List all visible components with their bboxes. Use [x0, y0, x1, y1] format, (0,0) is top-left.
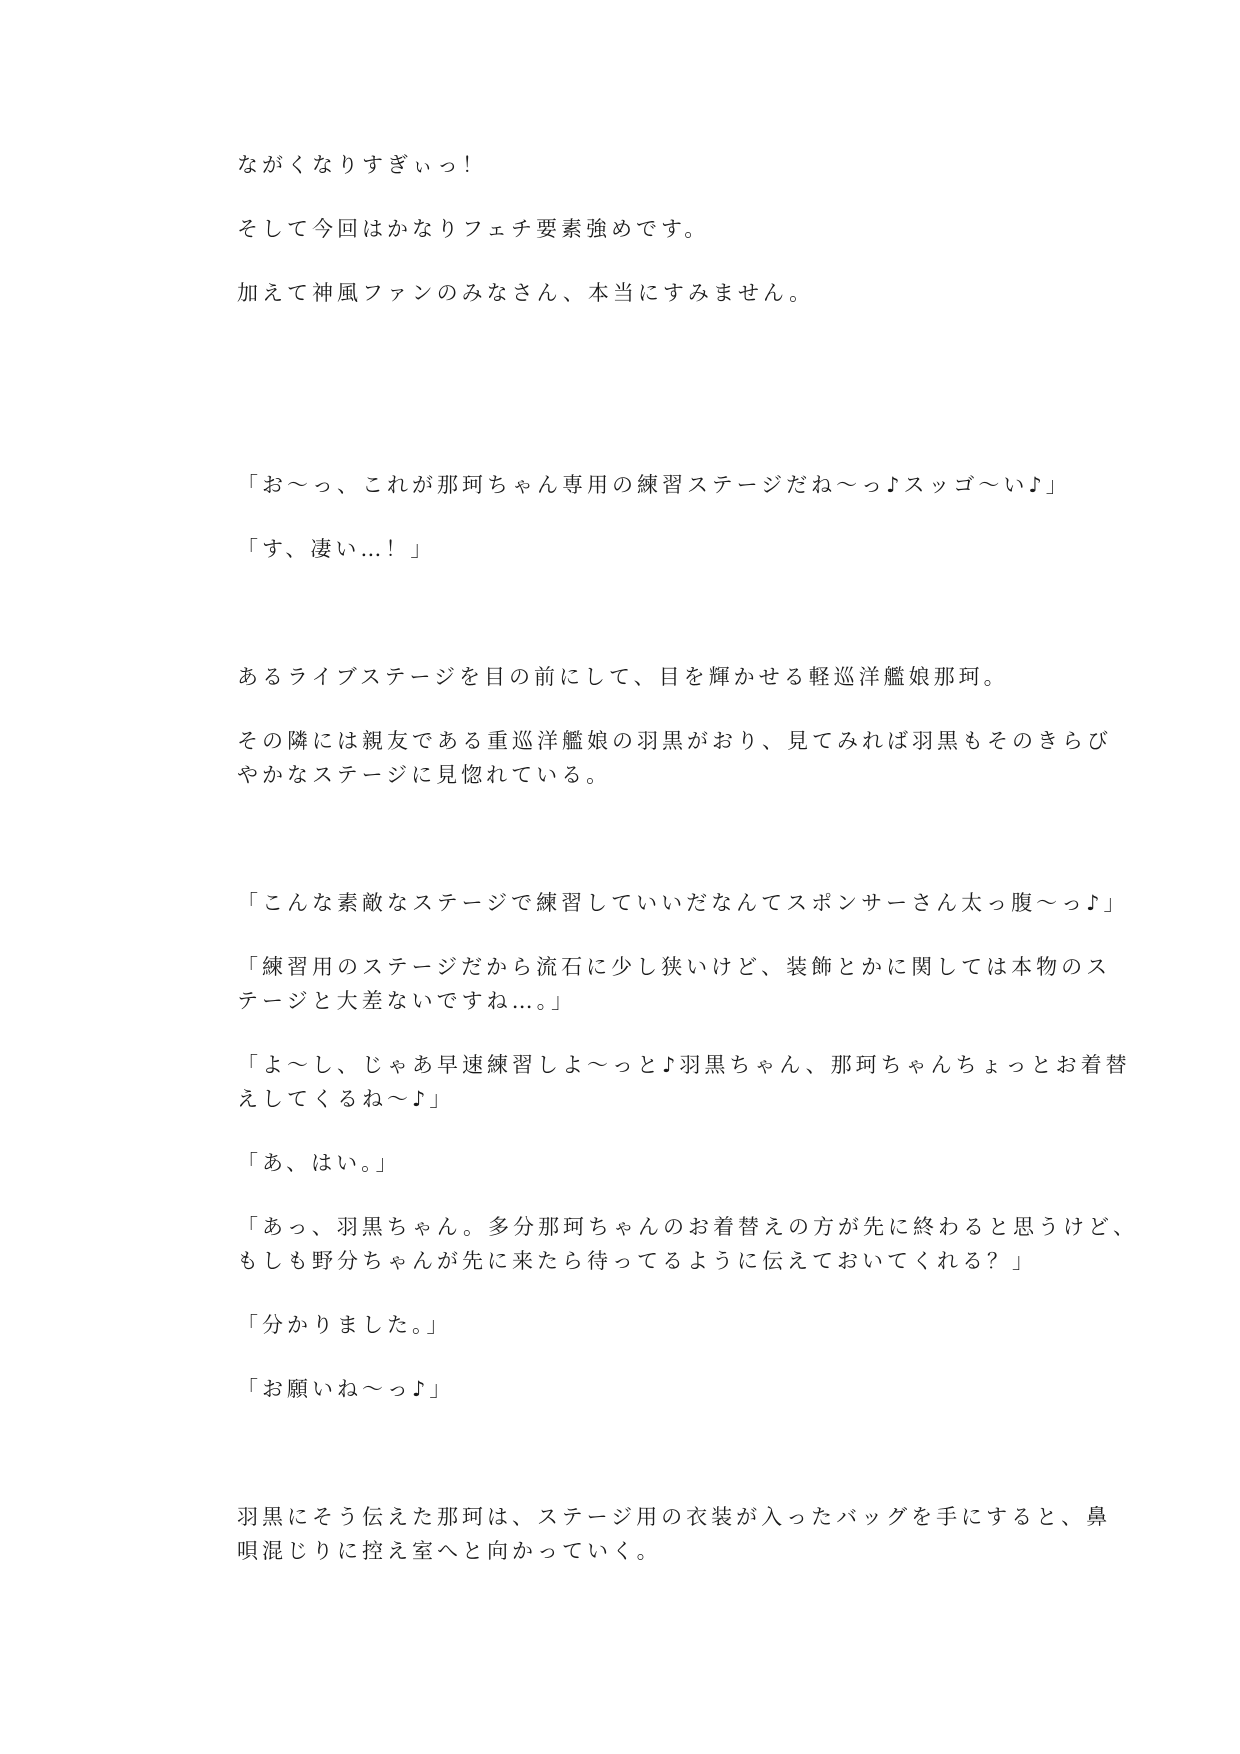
text-line: えしてくるね～♪」	[237, 1087, 455, 1111]
text-line: 「お～っ、これが那珂ちゃん専用の練習ステージだね～っ♪スッゴ～い♪」	[237, 473, 1071, 497]
text-line: もしも野分ちゃんが先に来たら待ってるように伝えておいてくれる？」	[237, 1249, 1037, 1273]
document-body	[237, 150, 1139, 1566]
text-line: テージと大差ないですね…。」	[237, 989, 577, 1013]
text-line: 「よ～し、じゃあ早速練習しよ～っと♪羽黒ちゃん、那珂ちゃんちょっとお着替	[237, 1053, 1131, 1077]
text-line: その隣には親友である重巡洋艦娘の羽黒がおり、見てみれば羽黒もそのきらび	[237, 729, 1112, 753]
text-line: 「こんな素敵なステージで練習していいだなんてスポンサーさん太っ腹～っ♪」	[237, 891, 1129, 915]
text-line: 「あっ、羽黒ちゃん。多分那珂ちゃんのお着替えの方が先に終わると思うけど、	[237, 1215, 1139, 1239]
text-line: 「お願いね～っ♪」	[237, 1377, 455, 1401]
text-line: あるライブステージを目の前にして、目を輝かせる軽巡洋艦娘那珂。	[237, 665, 1009, 689]
text-line: 「あ、はい。」	[237, 1151, 401, 1175]
text-line: 唄混じりに控え室へと向かっていく。	[237, 1539, 662, 1563]
text-line: 羽黒にそう伝えた那珂は、ステージ用の衣装が入ったバッグを手にすると、鼻	[237, 1505, 1112, 1529]
text-line: 「す、凄い…！」	[237, 537, 436, 561]
text-line: 加えて神風ファンのみなさん、本当にすみません。	[237, 281, 815, 305]
text-line: 「練習用のステージだから流石に少し狭いけど、装飾とかに関しては本物のス	[237, 955, 1112, 979]
text-line: ながくなりすぎぃっ！	[237, 153, 487, 177]
text-line: 「分かりました。」	[237, 1313, 452, 1337]
text-line: そして今回はかなりフェチ要素強めです。	[237, 217, 710, 241]
text-line: やかなステージに見惚れている。	[237, 763, 612, 787]
